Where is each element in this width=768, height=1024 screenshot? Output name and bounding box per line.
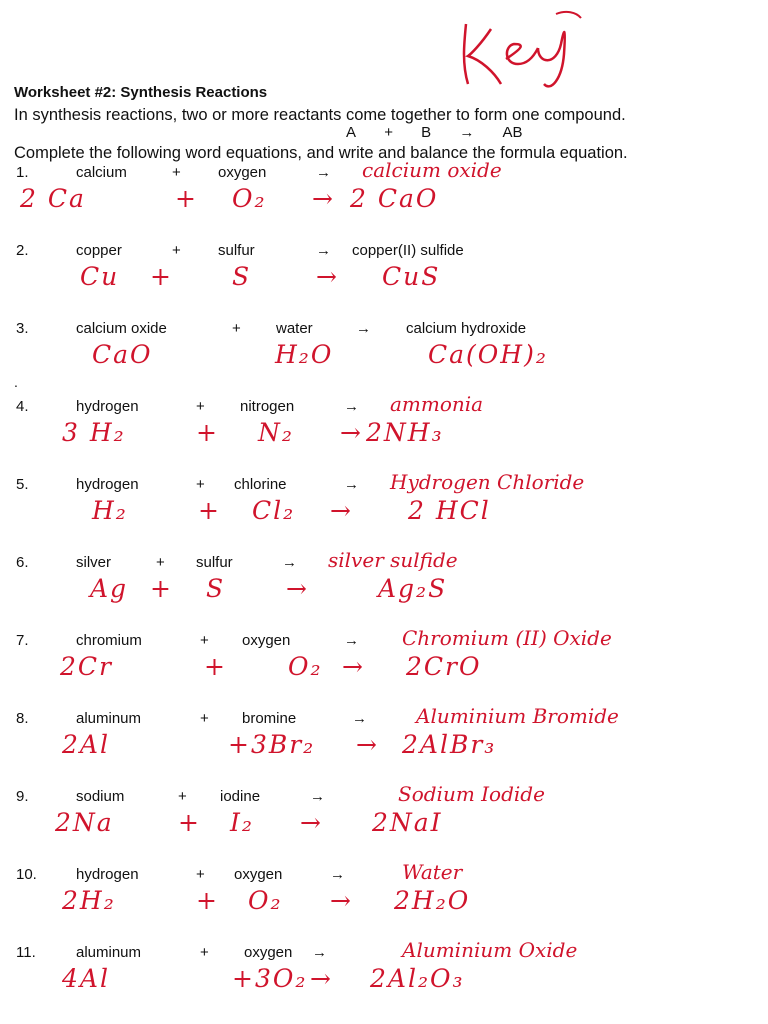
reactant-2: oxygen [242,632,291,649]
problem-number: 9. [16,788,29,805]
instructions-text: Complete the following word equations, and write and balance the formula equation. [14,144,628,162]
reactant-1: hydrogen [76,476,139,493]
handwritten-formula-part[interactable]: 2Al [62,730,110,759]
handwritten-product[interactable]: silver sulfide [328,548,458,572]
reactant-1: sodium [76,788,125,805]
reactant-1: aluminum [76,710,142,727]
handwritten-product[interactable]: calcium oxide [362,158,502,182]
handwritten-product[interactable]: ammonia [390,392,484,416]
handwritten-formula-part[interactable]: + [175,184,198,213]
handwritten-formula-part[interactable]: +3Br₂ [228,730,316,759]
problem-number: 8. [16,710,29,727]
reactant-1: calcium [76,164,127,181]
stray-mark: . [14,374,18,390]
handwritten-formula-part[interactable]: + [150,574,173,603]
plus-sign: + [200,710,209,727]
handwritten-formula-part[interactable]: + [150,262,173,291]
worksheet-title: Worksheet #2: Synthesis Reactions [14,84,268,101]
arrow-sign: → [344,632,359,649]
plus-sign: + [196,866,205,883]
problem-number: 3. [16,320,29,337]
handwritten-formula-part[interactable]: +3O₂ [232,964,308,993]
arrow-sign: → [330,866,345,883]
handwritten-formula-part[interactable]: H₂O [275,340,334,369]
handwritten-formula-part[interactable]: O₂ [288,652,323,681]
handwritten-formula-part[interactable]: → [340,418,363,447]
handwritten-formula-part[interactable]: → [330,886,353,915]
handwritten-formula-part[interactable]: 2Cr [60,652,113,681]
problem-number: 5. [16,476,29,493]
handwritten-formula-part[interactable]: 2NH₃ [366,418,444,447]
plus-sign: + [232,320,241,337]
handwritten-product[interactable]: Aluminium Oxide [402,938,578,962]
handwritten-product[interactable]: Chromium (II) Oxide [402,626,612,650]
intro-text: In synthesis reactions, two or more reactants come together to form one compound. [14,106,626,124]
handwritten-formula-part[interactable]: 2 CaO [350,184,439,213]
reactant-1: aluminum [76,944,142,961]
handwritten-formula-part[interactable]: I₂ [230,808,254,837]
handwritten-formula-part[interactable]: O₂ [232,184,267,213]
reactant-1: calcium oxide [76,320,167,337]
handwritten-formula-part[interactable]: → [310,964,333,993]
problem-item [0,320,768,398]
general-ab: AB [502,124,523,141]
arrow-sign: → [344,476,359,493]
handwritten-formula-part[interactable]: 4Al [62,964,110,993]
handwritten-formula-part[interactable]: 2Na [55,808,114,837]
handwritten-formula-part[interactable]: 2CrO [406,652,482,681]
reactant-1: hydrogen [76,398,139,415]
problem-number: 4. [16,398,29,415]
handwritten-formula-part[interactable]: CuS [382,262,441,291]
product-printed: calcium hydroxide [406,320,527,337]
handwritten-formula-part[interactable]: Ag [90,574,129,603]
handwritten-formula-part[interactable]: + [196,418,219,447]
problem-item [0,242,768,320]
handwritten-formula-part[interactable]: + [196,886,219,915]
plus-sign: + [156,554,165,571]
plus-sign: + [200,632,209,649]
handwritten-formula-part[interactable]: → [316,262,339,291]
handwritten-formula-part[interactable]: S [232,262,252,291]
handwritten-formula-part[interactable]: → [312,184,335,213]
problem-item [0,548,768,632]
handwritten-formula-part[interactable]: 2H₂O [394,886,471,915]
handwritten-formula-part[interactable]: CaO [92,340,153,369]
problem-number: 7. [16,632,29,649]
plus-sign: + [172,164,181,181]
handwritten-formula-part[interactable]: 2NaI [372,808,443,837]
general-a: A [346,124,357,141]
handwritten-formula-part[interactable]: Ag₂S [378,574,448,603]
reactant-2: nitrogen [240,398,295,415]
arrow-sign: → [316,242,331,259]
problem-number: 1. [16,164,29,181]
handwritten-formula-part[interactable]: + [198,496,221,525]
general-b: B [421,124,432,141]
reactant-1: copper [76,242,122,259]
handwritten-formula-part[interactable]: S [206,574,226,603]
handwritten-formula-part[interactable]: Cu [80,262,120,291]
reactant-2: chlorine [234,476,287,493]
handwritten-formula-part[interactable]: 2AlBr₃ [402,730,497,759]
product-printed: copper(II) sulfide [352,242,464,259]
arrow-sign: → [312,944,327,961]
handwritten-formula-part[interactable]: → [286,574,309,603]
handwritten-formula-part[interactable]: 2Al₂O₃ [370,964,465,993]
problem-item [0,626,768,710]
problem-number: 6. [16,554,29,571]
handwritten-formula-part[interactable]: N₂ [258,418,294,447]
reactant-2: sulfur [196,554,233,571]
problem-item [0,782,768,866]
handwritten-formula-part[interactable]: Cl₂ [252,496,296,525]
general-equation [336,124,533,141]
handwritten-product[interactable]: Aluminium Bromide [416,704,619,728]
plus-sign: + [196,476,205,493]
reactant-2: oxygen [244,944,293,961]
plus-sign: + [178,788,187,805]
handwritten-product[interactable]: Hydrogen Chloride [390,470,585,494]
reactant-2: sulfur [218,242,255,259]
plus-sign: + [200,944,209,961]
arrow-sign: → [310,788,325,805]
problem-item [0,470,768,554]
handwritten-formula-part[interactable]: + [204,652,227,681]
handwritten-formula-part[interactable]: → [330,496,353,525]
reactant-2: bromine [242,710,297,727]
handwritten-formula-part[interactable]: O₂ [248,886,283,915]
problem-item [0,158,768,242]
problem-item [0,938,768,1022]
arrow-sign: → [352,710,367,727]
key-handwriting-icon [446,4,596,94]
handwritten-formula-part[interactable]: → [356,730,379,759]
problem-item [0,704,768,788]
handwritten-formula-part[interactable]: 2 HCl [408,496,491,525]
arrow-sign: → [356,320,371,337]
handwritten-formula-part[interactable]: H₂ [92,496,128,525]
plus-sign: + [172,242,181,259]
arrow-sign: → [282,554,297,571]
arrow-sign: → [344,398,359,415]
general-arrow: → [459,124,475,141]
reactant-2: oxygen [234,866,283,883]
handwritten-formula-part[interactable]: → [300,808,323,837]
problem-number: 2. [16,242,29,259]
arrow-sign: → [316,164,331,181]
key-signature [446,4,596,94]
problem-item [0,860,768,944]
reactant-1: hydrogen [76,866,139,883]
handwritten-product[interactable]: Water [402,860,463,884]
handwritten-formula-part[interactable]: 2H₂ [62,886,116,915]
general-plus: + [384,124,393,141]
reactant-2: oxygen [218,164,267,181]
handwritten-formula-part[interactable]: 3 H₂ [62,418,126,447]
reactant-2: water [276,320,313,337]
handwritten-formula-part[interactable]: + [178,808,201,837]
reactant-1: chromium [76,632,142,649]
handwritten-product[interactable]: Sodium Iodide [398,782,545,806]
problem-number: 10. [16,866,37,883]
plus-sign: + [196,398,205,415]
problem-number: 11. [16,944,36,961]
handwritten-formula-part[interactable]: 2 Ca [20,184,86,213]
problem-item [0,392,768,476]
handwritten-formula-part[interactable]: Ca(OH)₂ [428,340,548,369]
handwritten-formula-part[interactable]: → [342,652,365,681]
reactant-1: silver [76,554,112,571]
reactant-2: iodine [220,788,261,805]
